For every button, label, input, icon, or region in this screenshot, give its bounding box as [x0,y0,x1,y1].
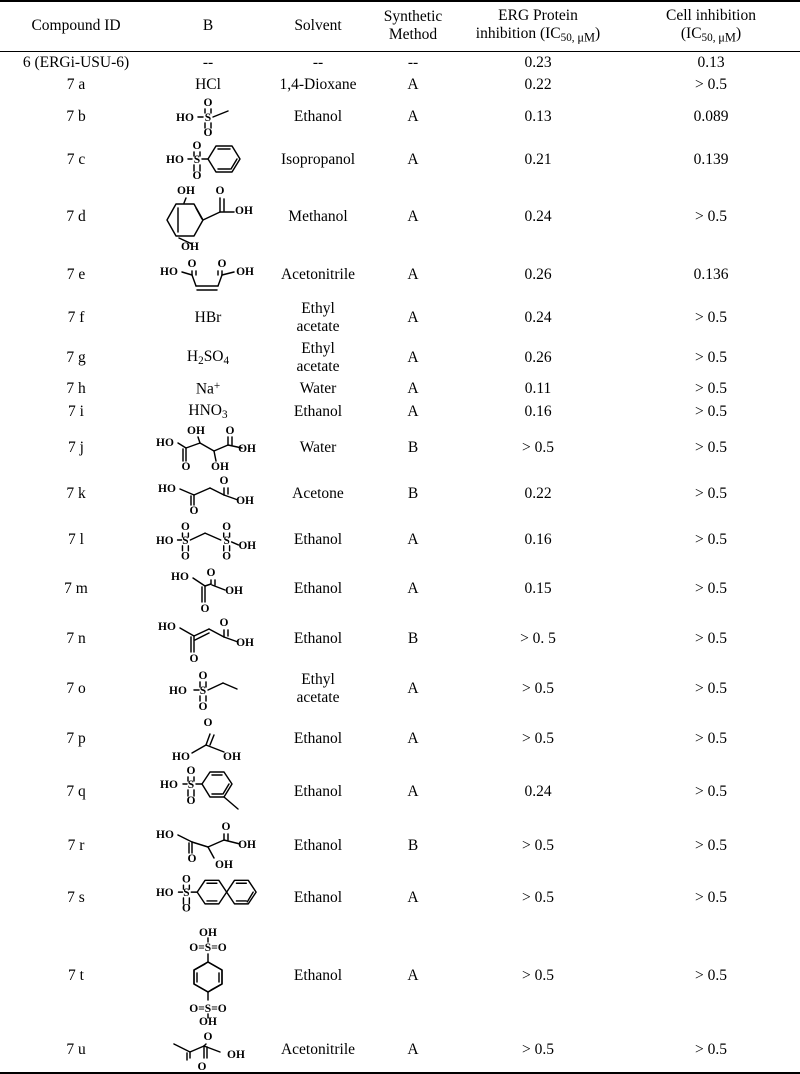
cell-compound-id: 7 f [67,308,85,326]
svg-text:O: O [225,424,235,437]
cell-cell-inhibition: > 0.5 [695,530,727,548]
cell-compound-id: 7 p [66,729,86,747]
cell-solvent [264,298,372,338]
cell-compound-id: 7 m [64,579,88,597]
cell-b-group [152,516,264,564]
cell-erg-protein-inhibition: > 0.5 [522,729,554,747]
solvent-line-1: Ethyl [301,300,335,318]
cell-cell-inhibition: > 0.5 [695,380,727,398]
cell-synthetic-method: A [407,729,419,747]
table-row [0,52,800,74]
cell-b-group [152,924,264,1028]
svg-text:O: O [192,139,202,152]
cell-solvent: Acetone [292,484,344,502]
svg-text:O: O [181,520,190,533]
cell-erg-protein-inhibition: > 0.5 [522,438,554,456]
cell-cell-inhibition: > 0.5 [695,438,727,456]
cell-b-group [152,614,264,664]
cell-solvent [264,338,372,378]
cell-cell-inhibition: 0.13 [697,54,725,72]
svg-text:HO: HO [176,111,194,124]
table-row [0,138,800,182]
table-row [0,564,800,614]
svg-text:S: S [187,778,195,791]
table-body [0,52,800,1073]
svg-text:HO: HO [166,153,184,166]
svg-text:HO: HO [169,684,187,697]
svg-text:OH: OH [236,265,254,278]
cell-cell-inhibition: > 0.5 [695,782,727,800]
svg-text:O: O [222,550,232,563]
cell-solvent: -- [312,54,324,72]
structure-naphthalene-1-5-disulfonic-acid [154,924,262,1028]
cell-erg-protein-inhibition: > 0. 5 [520,629,556,647]
svg-text:OH: OH [236,494,254,507]
svg-text:S: S [223,534,230,547]
cell-synthetic-method: A [407,966,419,984]
cell-b-group [152,714,264,764]
cell-b-group [152,138,264,182]
svg-text:O: O [203,1030,213,1043]
cell-solvent: 1,4-Dioxane [279,75,357,93]
cell-cell-inhibition: > 0.5 [695,348,727,366]
svg-text:HO: HO [156,828,174,841]
svg-text:OH: OH [211,460,229,472]
cell-synthetic-method: A [407,530,419,548]
cell-erg-protein-inhibition: 0.21 [524,150,552,168]
structure-tartaric-acid [154,424,262,472]
cell-cell-inhibition: > 0.5 [695,629,727,647]
cell-synthetic-method: A [407,348,419,366]
cell-b-group [152,252,264,298]
cell-solvent: Ethanol [293,782,343,800]
svg-text:O: O [189,652,199,664]
cell-solvent: Ethanol [293,888,343,906]
cell-solvent: Ethanol [293,579,343,597]
cell-compound-id: 7 n [66,629,86,647]
structure-pyruvic-acid [154,1028,262,1072]
cell-synthetic-method: B [407,484,419,502]
svg-text:OH: OH [238,539,257,552]
cell-compound-id: 7 q [66,782,86,800]
cell-b-group: $H_2SO_4$ [186,347,230,367]
svg-text:OH: OH [238,442,256,455]
cell-solvent: Ethanol [293,966,343,984]
structure-p-toluenesulfonic-acid [154,764,262,820]
cell-synthetic-method: A [407,403,419,421]
cell-b-group [152,182,264,252]
cell-cell-inhibition: > 0.5 [695,888,727,906]
column-header-synthetic-method: Synthetic Method [372,1,454,52]
cell-synthetic-method: B [407,438,419,456]
structure-fumaric-acid [154,614,262,664]
solvent-line-2: acetate [296,688,340,706]
cell-solvent: Acetonitrile [264,1028,372,1073]
cell-synthetic-method: A [372,1028,454,1073]
cell-cell-inhibition: > 0.5 [695,403,727,421]
cell-cell-inhibition: 0.136 [693,265,729,283]
svg-text:OH: OH [177,184,195,197]
svg-text:OH: OH [215,858,233,871]
cell-synthetic-method: B [407,836,419,854]
cell-b-group [152,472,264,516]
cell-synthetic-method: A [407,782,419,800]
svg-text:O: O [203,126,213,138]
svg-text:O: O [186,764,196,777]
table-row [0,472,800,516]
table-row [0,424,800,472]
svg-text:O: O [189,504,199,516]
structure-malic-acid [154,820,262,872]
cell-compound-id: 7 u [0,1028,152,1073]
svg-text:O: O [221,820,231,833]
structure-gentisic-acid [154,182,262,252]
cell-solvent [264,664,372,714]
table-row [0,401,800,424]
cell-compound-id: 7 c [66,150,86,168]
table-row [0,252,800,298]
cell-erg-protein-inhibition: 0.15 [524,579,552,597]
cell-cell-inhibition: > 0.5 [695,679,727,697]
cell-cell-inhibition: > 0.5 [695,484,727,502]
cell-synthetic-method: A [407,107,419,125]
cell-solvent: Water [299,438,337,456]
svg-text:O: O [203,96,213,109]
svg-text:O: O [187,257,197,270]
svg-text:OH: OH [199,1015,217,1028]
svg-text:OH: OH [199,926,217,939]
svg-text:O: O [192,169,202,182]
cell-compound-id: 7 a [66,75,86,93]
structure-naphthalene-2-sulfonic-acid [154,872,262,924]
cell-erg-protein-inhibition: 0.24 [524,308,552,326]
solvent-line-1: Ethyl [301,340,335,358]
cell-compound-id: 7 d [66,207,86,225]
cell-b-group: -- [202,54,214,72]
cell-erg-protein-inhibition: 0.23 [524,54,552,72]
cell-synthetic-method: A [407,265,419,283]
cell-compound-id: 6 (ERGi-USU-6) [22,54,130,72]
svg-text:OH: OH [225,584,243,597]
structure-glycolic-acid [154,714,262,764]
cell-compound-id: 7 l [68,530,84,548]
solvent-line-2: acetate [296,317,340,335]
cell-compound-id: 7 i [68,403,84,421]
table-row [0,298,800,338]
cell-erg-protein-inhibition: 0.16 [524,403,552,421]
structure-benzenesulfonic-acid [154,138,262,182]
svg-text:HO: HO [155,886,174,899]
svg-text:O: O [206,566,216,579]
cell-cell-inhibition: > 0.5 [695,966,727,984]
svg-text:HO: HO [160,265,178,278]
cell-b-group [152,664,264,714]
svg-text:S: S [183,886,190,899]
cell-erg-protein-inhibition: > 0.5 [454,1028,622,1073]
solvent-line-2: acetate [296,357,340,375]
structure-ethanesulfonic-acid [154,665,262,713]
cell-erg-protein-inhibition: 0.26 [524,348,552,366]
cell-cell-inhibition: 0.139 [693,150,729,168]
svg-text:OH: OH [227,1048,245,1061]
solvent-line-1: Ethyl [301,671,335,689]
column-header-b: B [152,1,264,52]
table-row [0,924,800,1028]
svg-text:O: O [198,700,208,713]
table-row [0,338,800,378]
cell-erg-protein-inhibition: > 0.5 [522,888,554,906]
svg-text:OH: OH [187,424,205,437]
cell-solvent: Isopropanol [280,150,356,168]
cell-b-group [152,96,264,138]
cell-synthetic-method: A [407,207,419,225]
cell-solvent: Ethanol [293,403,343,421]
cell-b-group [152,424,264,472]
svg-text:S: S [204,111,212,124]
cell-erg-protein-inhibition: 0.24 [524,782,552,800]
table-row [0,378,800,401]
svg-text:S: S [199,684,207,697]
cell-b-group: $HNO_3$ [188,402,228,422]
cell-compound-id: 7 s [67,888,85,906]
cell-erg-protein-inhibition: 0.22 [524,484,552,502]
cell-erg-protein-inhibition: > 0.5 [522,836,554,854]
svg-text:HO: HO [171,570,189,583]
cell-b-group [152,1028,264,1073]
structure-oxalic-acid [154,564,262,614]
svg-text:O: O [219,474,229,487]
svg-text:O: O [215,184,225,197]
cell-synthetic-method: A [407,75,419,93]
cell-compound-id: 7 h [66,380,86,398]
svg-text:HO: HO [158,620,176,633]
cell-b-group: HBr [194,308,222,326]
table-row [0,516,800,564]
cell-cell-inhibition: > 0.5 [695,579,727,597]
cell-solvent: Water [299,380,337,398]
svg-text:OH: OH [236,636,254,649]
cell-synthetic-method: A [407,579,419,597]
cell-cell-inhibition: > 0.5 [695,836,727,854]
cell-cell-inhibition: > 0.5 [695,207,727,225]
cell-compound-id: 7 k [66,484,86,502]
cell-solvent: Ethanol [293,629,343,647]
cell-b-group [152,564,264,614]
svg-text:HO: HO [155,534,174,547]
cell-erg-protein-inhibition: 0.16 [524,530,552,548]
cell-erg-protein-inhibition: 0.24 [524,207,552,225]
table-row [0,96,800,138]
svg-text:O: O [182,902,191,915]
table-row [0,1028,800,1073]
cell-synthetic-method: -- [407,54,419,72]
svg-text:HO: HO [158,482,176,495]
table-row [0,764,800,820]
cell-b-group [152,820,264,872]
cell-cell-inhibition: > 0.5 [695,308,727,326]
table-row [0,182,800,252]
cell-cell-inhibition: > 0.5 [695,75,727,93]
cell-synthetic-method: A [407,380,419,398]
svg-text:O: O [203,716,213,729]
table-row [0,714,800,764]
cell-erg-protein-inhibition: 0.11 [524,380,552,398]
svg-text:O: O [200,602,210,614]
cell-cell-inhibition: 0.089 [693,107,729,125]
svg-text:O: O [222,520,232,533]
svg-text:O: O [181,550,190,563]
svg-text:O: O [219,616,229,629]
svg-text:O: O [187,852,197,865]
cell-erg-protein-inhibition: 0.22 [524,75,552,93]
cell-solvent: Ethanol [293,530,343,548]
svg-text:O: O [197,1060,207,1072]
cell-compound-id: 7 j [68,438,84,456]
structure-methanesulfonic-acid [154,96,262,138]
cell-solvent: Ethanol [293,836,343,854]
svg-text:S: S [193,153,201,166]
cell-b-group [152,872,264,924]
cell-compound-id: 7 g [66,348,86,366]
cell-b-group: Na+ [195,380,221,398]
cell-synthetic-method: A [407,888,419,906]
column-header-erg-protein-inhibition: ERG Protein inhibition ($IC_{50,}$ $_{\mu M}$) [454,1,622,52]
cell-synthetic-method: B [407,629,419,647]
cell-cell-inhibition: > 0.5 [622,1028,800,1073]
cell-b-group: HCl [195,75,221,93]
structure-succinic-acid [154,472,262,516]
cell-erg-protein-inhibition: 0.13 [524,107,552,125]
table-row [0,872,800,924]
structure-ethanedisulfonic-acid [154,516,262,564]
table-row [0,664,800,714]
table-head [0,1,800,52]
cell-solvent: Acetonitrile [280,265,356,283]
svg-text:S: S [182,534,189,547]
svg-text:HO: HO [160,778,178,791]
cell-solvent: Ethanol [293,107,343,125]
svg-text:OH: OH [238,838,256,851]
table-row [0,614,800,664]
svg-text:OH: OH [235,204,253,217]
column-header-compound-id: Compound ID [0,1,152,52]
svg-text:O: O [198,669,208,682]
column-header-cell-inhibition: Cell inhibition ($IC_{50,}$ $_{\mu M}$) [622,1,800,52]
svg-text:O=S=O: O=S=O [189,1002,227,1015]
cell-erg-protein-inhibition: > 0.5 [522,679,554,697]
cell-synthetic-method: A [407,679,419,697]
cell-compound-id: 7 o [66,679,86,697]
structure-maleic-acid [154,255,262,295]
header-row [0,1,800,52]
table-row [0,820,800,872]
cell-compound-id: 7 e [66,265,86,283]
column-header-solvent: Solvent [264,1,372,52]
cell-erg-protein-inhibition: > 0.5 [522,966,554,984]
svg-text:O=S=O: O=S=O [189,941,227,954]
svg-text:HO: HO [172,750,190,763]
cell-compound-id: 7 b [66,107,86,125]
svg-text:O: O [186,794,196,807]
cell-compound-id: 7 t [68,966,84,984]
svg-text:O: O [182,872,191,885]
cell-synthetic-method: A [407,308,419,326]
table-row [0,74,800,96]
cell-synthetic-method: A [407,150,419,168]
cell-solvent: Ethanol [293,729,343,747]
cell-b-group [152,764,264,820]
svg-text:OH: OH [223,750,241,763]
cell-erg-protein-inhibition: 0.26 [524,265,552,283]
cell-cell-inhibition: > 0.5 [695,729,727,747]
svg-text:OH: OH [181,240,199,252]
svg-text:O: O [217,257,227,270]
svg-text:O: O [181,460,191,472]
cell-compound-id: 7 r [67,836,85,854]
cell-solvent: Methanol [288,207,348,225]
svg-text:HO: HO [156,436,174,449]
